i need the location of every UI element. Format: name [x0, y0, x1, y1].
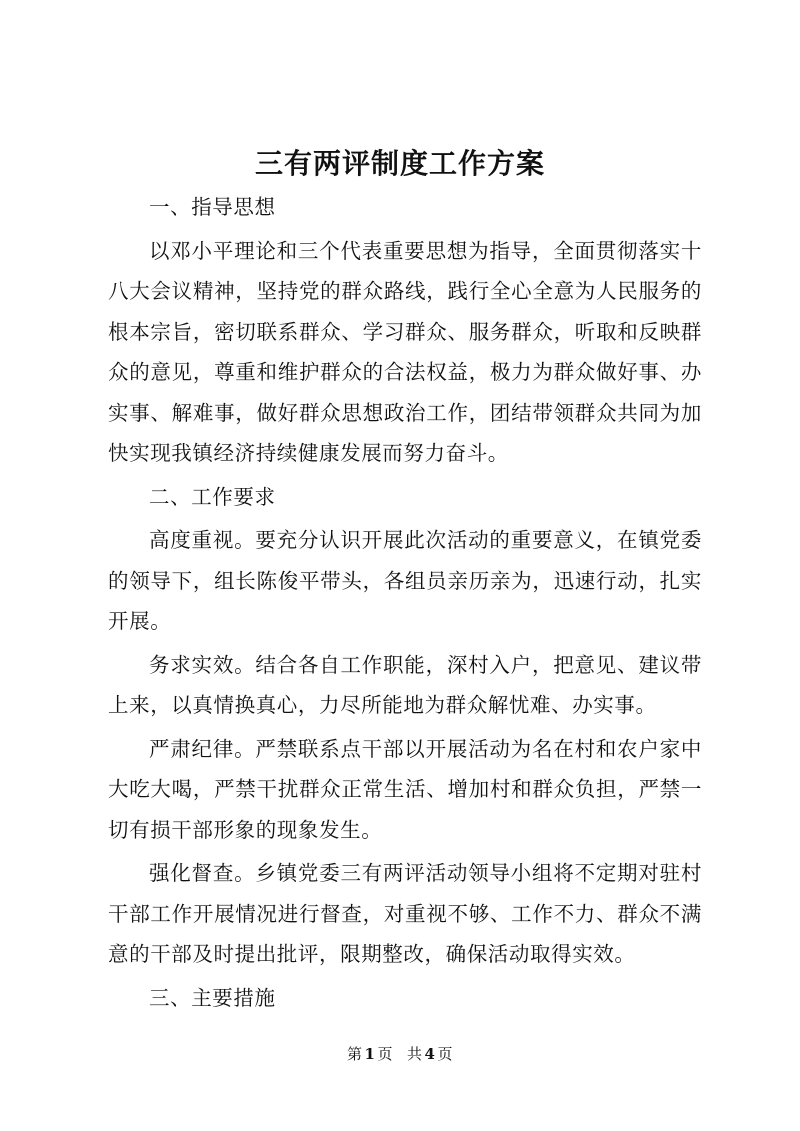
page-footer	[0, 1044, 800, 1064]
section-heading-work-requirements: 二、工作要求	[149, 484, 276, 509]
document-body	[108, 187, 702, 1021]
section-heading-guiding-ideology: 一、指导思想	[149, 195, 276, 219]
page-title: 三有两评制度工作方案	[254, 147, 545, 180]
footer-total-prefix: 共	[407, 1045, 423, 1063]
footer-total-pages: 4	[424, 1045, 436, 1063]
paragraph-strengthen-supervision: 强化督查。乡镇党委三有两评活动领导小组将不定期对驻村干部工作开展情况进行督查，对重视不够、工作不力、群众不满意的干部及时提出批评，限期整改，确保活动取得实效。	[108, 861, 702, 966]
footer-total-suffix: 页	[437, 1045, 453, 1063]
footer-prefix: 第	[347, 1045, 363, 1063]
paragraph-high-attention: 高度重视。要充分认识开展此次活动的重要意义，在镇党委的领导下，组长陈俊平带头，各组员亲历亲为，迅速行动，扎实开展。	[108, 528, 702, 633]
section-heading-main-measures: 三、主要措施	[149, 985, 276, 1010]
paragraph-strict-discipline: 严肃纪律。严禁联系点干部以开展活动为名在村和农户家中大吃大喝，严禁干扰群众正常生活、增加村和群众负担，严禁一切有损干部形象的现象发生。	[108, 736, 702, 842]
paragraph-seek-results: 务求实效。结合各自工作职能，深村入户，把意见、建议带上来，以真情换真心，力尽所能地为群众解忧难、办实事。	[108, 652, 702, 717]
footer-page-suffix: 页	[377, 1045, 393, 1063]
paragraph-guiding-ideology: 以邓小平理论和三个代表重要思想为指导，全面贯彻落实十八大会议精神，坚持党的群众路线，践行全心全意为人民服务的根本宗旨，密切联系群众、学习群众、服务群众，听取和反映群众的意见，尊重和维护群众的合法权益，极力为群众做好事、办实事、解难事，做好群众思想政治工作，团结带领群众共同为加快实现我镇经济持续健康发展而努力奋斗。	[108, 238, 702, 465]
footer-page-number: 1	[364, 1045, 376, 1063]
